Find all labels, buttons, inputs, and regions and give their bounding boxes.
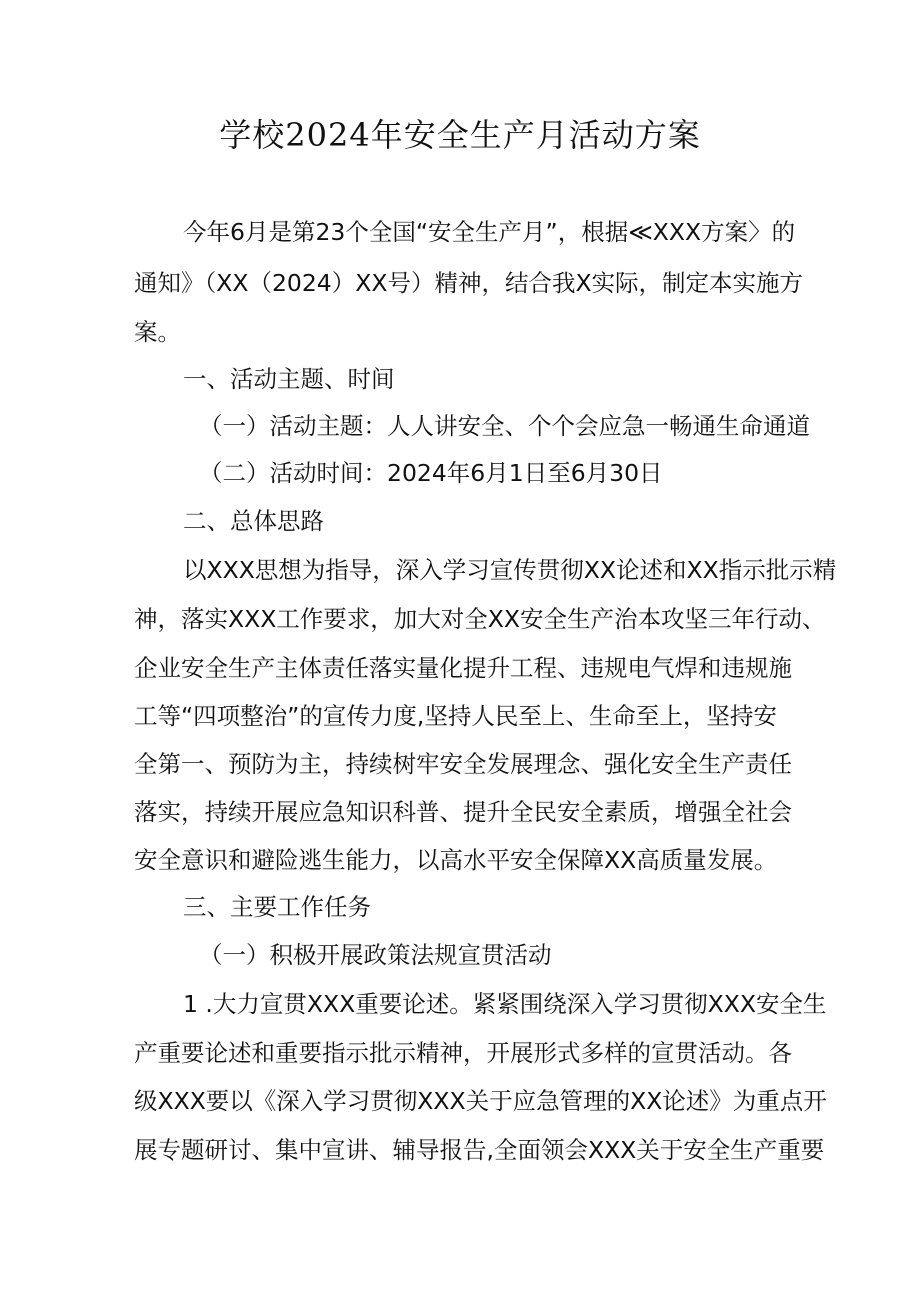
- subsection-theme: （一）活动主题：人人讲安全、个个会应急一畅通生命通道: [199, 412, 810, 440]
- section-heading-1: 一、活动主题、时间: [183, 365, 395, 393]
- paragraph-approach-line-1: 以XXX思想为指导，深入学习宣传贯彻XX论述和XX指示批示精: [183, 556, 837, 584]
- paragraph-approach-line-7: 安全意识和避险逃生能力，以高水平安全保障XX高质量发展。: [134, 846, 778, 874]
- paragraph-task-line-3: 级XXX要以《深入学习贯彻XXX关于应急管理的XX论述》为重点开: [134, 1087, 827, 1115]
- paragraph-intro-line-2: 通知》（XX（2024）XX号）精神，结合我X实际，制定本实施方: [134, 269, 804, 297]
- paragraph-intro-line-3: 案。: [134, 318, 181, 346]
- paragraph-approach-line-6: 落实，持续开展应急知识科普、提升全民安全素质，增强全社会: [134, 798, 792, 826]
- paragraph-approach-line-4: 工等“四项整治”的宣传力度,坚持人民至上、生命至上，坚持安: [134, 702, 777, 730]
- paragraph-task-line-2: 产重要论述和重要指示批示精神，开展形式多样的宣贯活动。各: [134, 1039, 792, 1067]
- document-title: 学校2024年安全生产月活动方案: [219, 116, 701, 154]
- subsection-policy: （一）积极开展政策法规宣贯活动: [199, 941, 552, 969]
- paragraph-task-line-4: 展专题研讨、集中宣讲、辅导报告,全面领会XXX关于安全生产重要: [134, 1136, 825, 1164]
- paragraph-approach-line-5: 全第一、预防为主，持续树牢安全发展理念、强化安全生产责任: [134, 750, 792, 778]
- paragraph-task-line-1: 1 .大力宣贯XXX重要论述。紧紧围绕深入学习贯彻XXX安全生: [183, 990, 827, 1018]
- section-heading-2: 二、总体思路: [183, 507, 324, 535]
- section-heading-3: 三、主要工作任务: [183, 893, 371, 921]
- paragraph-intro-line-1: 今年6月是第23个全国“安全生产月”，根据≪XXX方案〉的: [183, 218, 796, 246]
- paragraph-approach-line-3: 企业安全生产主体责任落实量化提升工程、违规电气焊和违规施: [134, 654, 792, 682]
- paragraph-approach-line-2: 神，落实XXX工作要求，加大对全XX安全生产治本攻坚三年行动、: [134, 605, 826, 633]
- subsection-time: （二）活动时间：2024年6月1日至6月30日: [199, 459, 663, 487]
